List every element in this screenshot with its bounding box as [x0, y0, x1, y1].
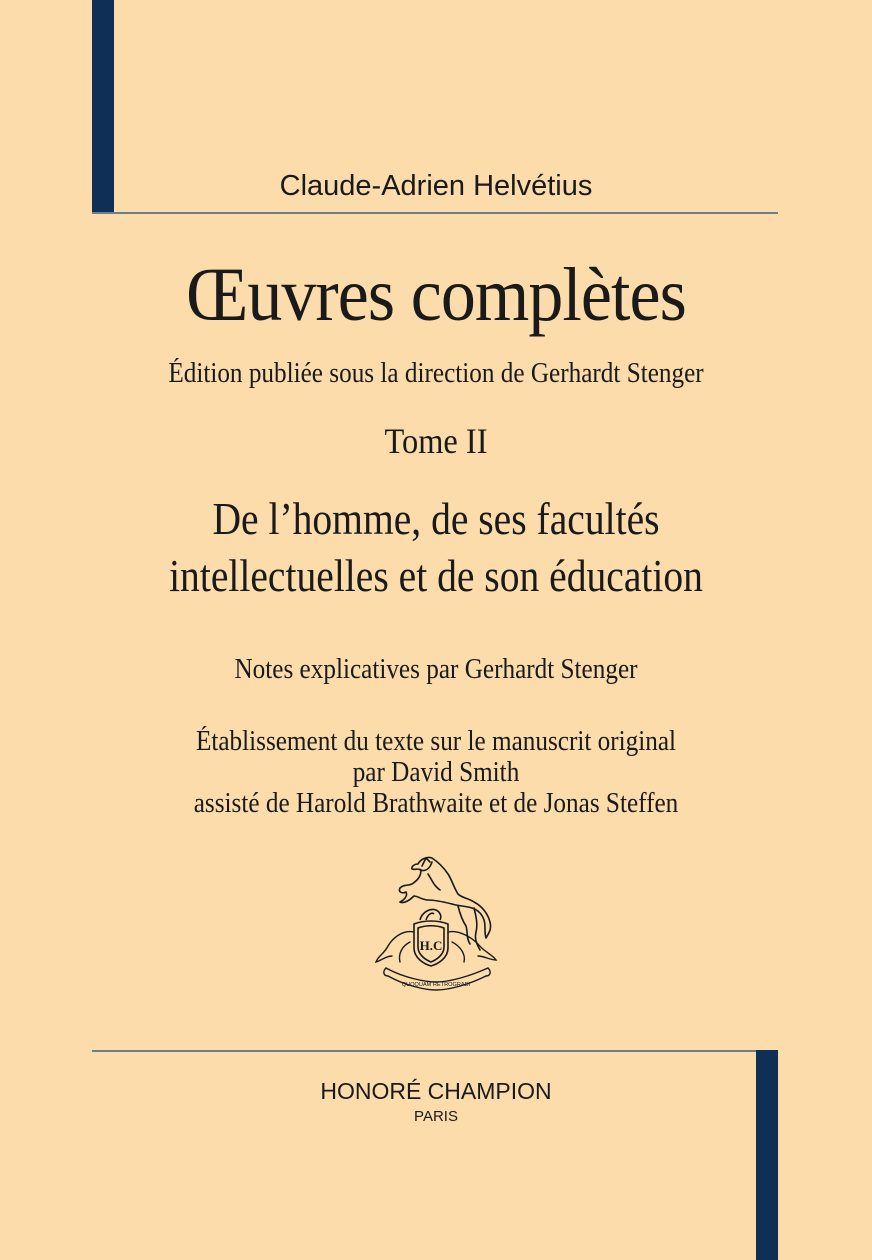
establishment-line-3: assisté de Harold Brathwaite et de Jonas Steffen	[193, 788, 679, 819]
rearing-horse-emblem-icon	[374, 850, 500, 996]
author-name: Claude-Adrien Helvétius	[279, 170, 593, 202]
subtitle-line-2: intellectuelles et de son éducation	[169, 550, 703, 601]
subtitle-line-1: De l’homme, de ses facultés	[212, 493, 660, 544]
volume-number: Tome II	[384, 421, 488, 461]
publisher-city: PARIS	[414, 1108, 458, 1125]
top-divider-rule	[92, 212, 778, 214]
emblem-monogram: H.C	[419, 938, 443, 953]
text-establishment-credit	[44, 726, 829, 819]
notes-credit: Notes explicatives par Gerhardt Stenger	[234, 654, 638, 685]
publisher-name: HONORÉ CHAMPION	[320, 1078, 552, 1104]
edition-note: Édition publiée sous la direction de Gerhardt Stenger	[168, 358, 704, 389]
volume-subtitle	[61, 490, 811, 604]
establishment-line-2: par David Smith	[352, 757, 520, 788]
bottom-divider-rule	[92, 1050, 778, 1052]
book-title: Œuvres complètes	[186, 253, 686, 337]
establishment-line-1: Établissement du texte sur le manuscrit original	[195, 726, 677, 757]
emblem-motto: QUOQUAM RETROGRADI	[401, 982, 471, 988]
